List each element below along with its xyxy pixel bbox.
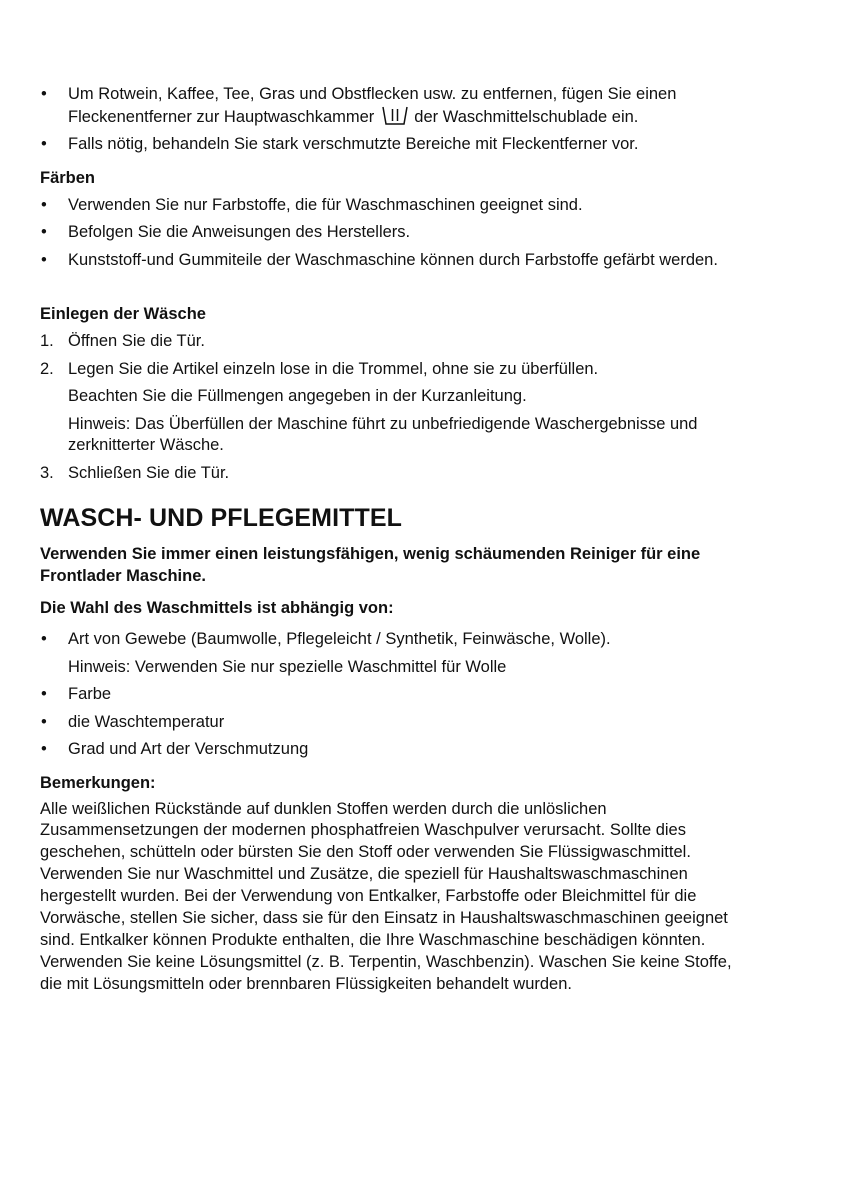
- detergent-factor: die Waschtemperatur: [68, 712, 225, 731]
- bullet: •: [41, 740, 47, 758]
- stain-item-line2: [68, 106, 760, 129]
- list-item: [40, 84, 760, 128]
- detergent-intro: Verwenden Sie immer einen leistungsfähigen, wenig schäumenden Reiniger für eine Frontlader Maschine.: [40, 545, 701, 585]
- dyeing-item: Befolgen Sie die Anweisungen des Herstellers.: [68, 223, 411, 241]
- detergent-factor: Art von Gewebe (Baumwolle, Pflegeleicht / Synthetik, Feinwäsche, Wolle).: [68, 630, 611, 648]
- list-item: [40, 739, 760, 761]
- numbered-step: [40, 331, 760, 353]
- step-number: 2.: [40, 359, 54, 378]
- bullet: •: [41, 712, 47, 731]
- numbered-step: [40, 359, 760, 381]
- page-content: [40, 84, 760, 996]
- bullet: •: [41, 135, 47, 153]
- stain-item-line1: Um Rotwein, Kaffee, Tee, Gras und Obstflecken usw. zu entfernen, fügen Sie einen: [68, 85, 677, 103]
- list-item: [40, 222, 760, 244]
- stain-item-text-b: der Waschmittelschublade ein.: [414, 107, 639, 126]
- bullet: •: [41, 85, 47, 103]
- section-heading-loading: Einlegen der Wäsche: [40, 305, 206, 323]
- list-item: [40, 712, 760, 734]
- list-item: [40, 195, 760, 217]
- loading-note: Beachten Sie die Füllmengen angegeben in der Kurzanleitung.: [68, 387, 527, 405]
- section-heading-dyeing: Färben: [40, 168, 96, 187]
- step-number: 1.: [40, 332, 54, 350]
- remarks-paragraph: Alle weißlichen Rückstände auf dunklen Stoffen werden durch die unlöslichen Zusammensetzungen der modernen phosphatfreien Waschpulver verursacht. Sollte dies geschehen, schütteln oder bürsten Sie den Stoff oder verwenden Sie Flüssigwaschmittel. Verwenden Sie nur Waschmittel und Zusätze, die speziell für Haushaltswaschmaschinen hergestellt wurden. Bei der Verwendung von Entkalker, Farbstoffe oder Bleichmittel für die Vorwäsche, stellen Sie sicher, dass sie für den Einsatz in Haushaltswaschmaschinen geeignet sind. Entkalker können Produkte enthalten, die Ihre Waschmaschine beschädigen könnten. Verwenden Sie keine Lösungsmittel (z. B. Terpentin, Waschbenzin). Waschen Sie keine Stoffe, die mit Lösungsmitteln oder brennbaren Flüssigkeiten behandelt wurden.: [40, 799, 732, 993]
- step-text: Öffnen Sie die Tür.: [68, 332, 205, 350]
- section-title-detergents: WASCH- UND PFLEGEMITTEL: [40, 504, 403, 532]
- step-text: Schließen Sie die Tür.: [68, 463, 230, 482]
- step-number: 3.: [40, 463, 54, 482]
- list-item: [40, 134, 760, 156]
- wool-hint: Hinweis: Verwenden Sie nur spezielle Waschmittel für Wolle: [68, 657, 507, 676]
- step-text: Legen Sie die Artikel einzeln lose in die Trommel, ohne sie zu überfüllen.: [68, 359, 599, 378]
- bullet: •: [41, 630, 47, 648]
- main-wash-chamber-icon: [380, 106, 410, 126]
- numbered-step: [40, 463, 760, 485]
- list-item: [40, 250, 718, 272]
- detergent-choice-heading: Die Wahl des Waschmittels ist abhängig von:: [40, 599, 394, 617]
- detergent-factor: Farbe: [68, 685, 112, 703]
- bullet: •: [41, 195, 47, 214]
- bullet: •: [41, 250, 47, 269]
- bullet: •: [41, 685, 47, 703]
- bullet: •: [41, 223, 47, 241]
- list-item: [40, 684, 760, 706]
- stain-item-text-a: Fleckenentferner zur Hauptwaschkammer: [68, 107, 375, 126]
- list-item: [40, 629, 760, 651]
- dyeing-item: Verwenden Sie nur Farbstoffe, die für Waschmaschinen geeignet sind.: [68, 195, 583, 214]
- remarks-heading: Bemerkungen:: [40, 773, 156, 792]
- loading-hint: Hinweis: Das Überfüllen der Maschine führt zu unbefriedigende Waschergebnisse und zerknitterter Wäsche.: [68, 414, 698, 454]
- detergent-factor: Grad und Art der Verschmutzung: [68, 740, 309, 758]
- dyeing-item: Kunststoff-und Gummiteile der Waschmaschine können durch Farbstoffe gefärbt werden.: [68, 250, 718, 269]
- stain-item-text: Falls nötig, behandeln Sie stark verschmutzte Bereiche mit Fleckentferner vor.: [68, 135, 639, 153]
